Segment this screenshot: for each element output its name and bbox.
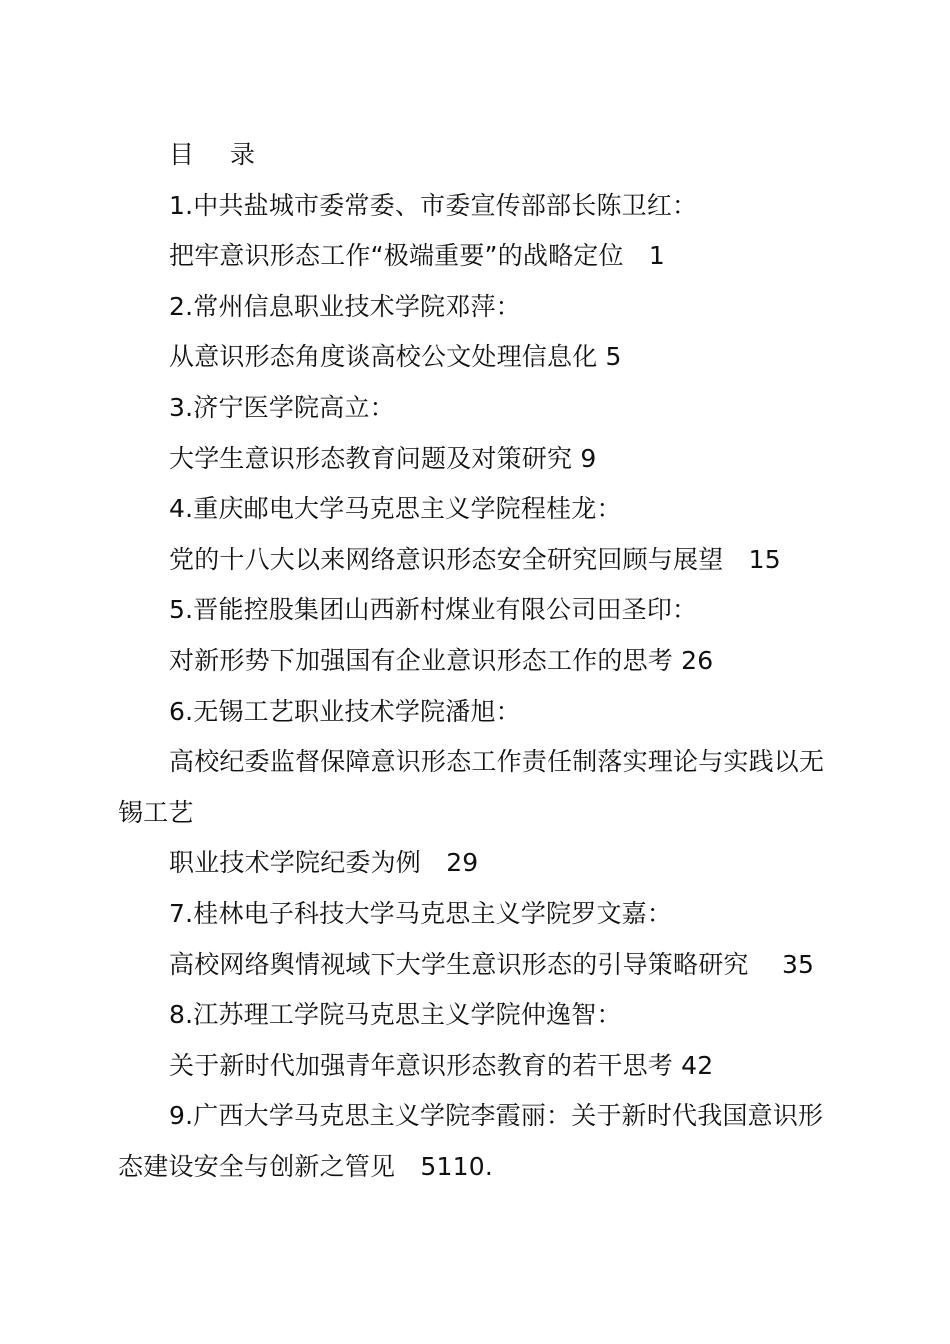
- toc-entry-2-title: 从意识形态角度谈高校公文处理信息化 5: [169, 342, 622, 372]
- toc-entry-1-author: 1.中共盐城市委常委、市委宣传部部长陈卫红：: [169, 190, 698, 220]
- toc-entry-8-title: 关于新时代加强青年意识形态教育的若干思考 42: [169, 1050, 714, 1080]
- toc-entry-5-title: 对新形势下加强国有企业意识形态工作的思考 26: [169, 645, 714, 675]
- table-of-contents: [118, 130, 830, 1192]
- toc-entry-3-title: 大学生意识形态教育问题及对策研究 9: [169, 443, 597, 473]
- toc-entry-1-title: 把牢意识形态工作“极端重要”的战略定位 1: [169, 241, 666, 271]
- toc-entry-6-title-continued: 职业技术学院纪委为例 29: [169, 848, 479, 878]
- toc-entry-4-title: 党的十八大以来网络意识形态安全研究回顾与展望 15: [169, 544, 781, 574]
- toc-entry-2-author: 2.常州信息职业技术学院邓萍：: [169, 291, 521, 321]
- toc-entry-7-author: 7.桂林电子科技大学马克思主义学院罗文嘉：: [169, 898, 673, 928]
- toc-entry-3-author: 3.济宁医学院高立：: [169, 392, 395, 422]
- toc-entry-8-author: 8.江苏理工学院马克思主义学院仲逸智：: [169, 1000, 622, 1030]
- toc-title-text: 目 录: [169, 140, 269, 169]
- toc-entry-6-author: 6.无锡工艺职业技术学院潘旭：: [169, 696, 521, 726]
- toc-entry-7-title: 高校网络舆情视域下大学生意识形态的引导策略研究 35: [169, 949, 815, 979]
- toc-entry-5-author: 5.晋能控股集团山西新村煤业有限公司田圣印：: [169, 595, 698, 625]
- toc-entry-9: 9.广西大学马克思主义学院李霞丽：关于新时代我国意识形态建设安全与创新之管见 5110.: [118, 1101, 824, 1181]
- toc-entry-6-title: 高校纪委监督保障意识形态工作责任制落实理论与实践以无锡工艺: [118, 747, 825, 827]
- toc-entry-4-author: 4.重庆邮电大学马克思主义学院程桂龙：: [169, 494, 622, 524]
- toc-title: [118, 130, 830, 181]
